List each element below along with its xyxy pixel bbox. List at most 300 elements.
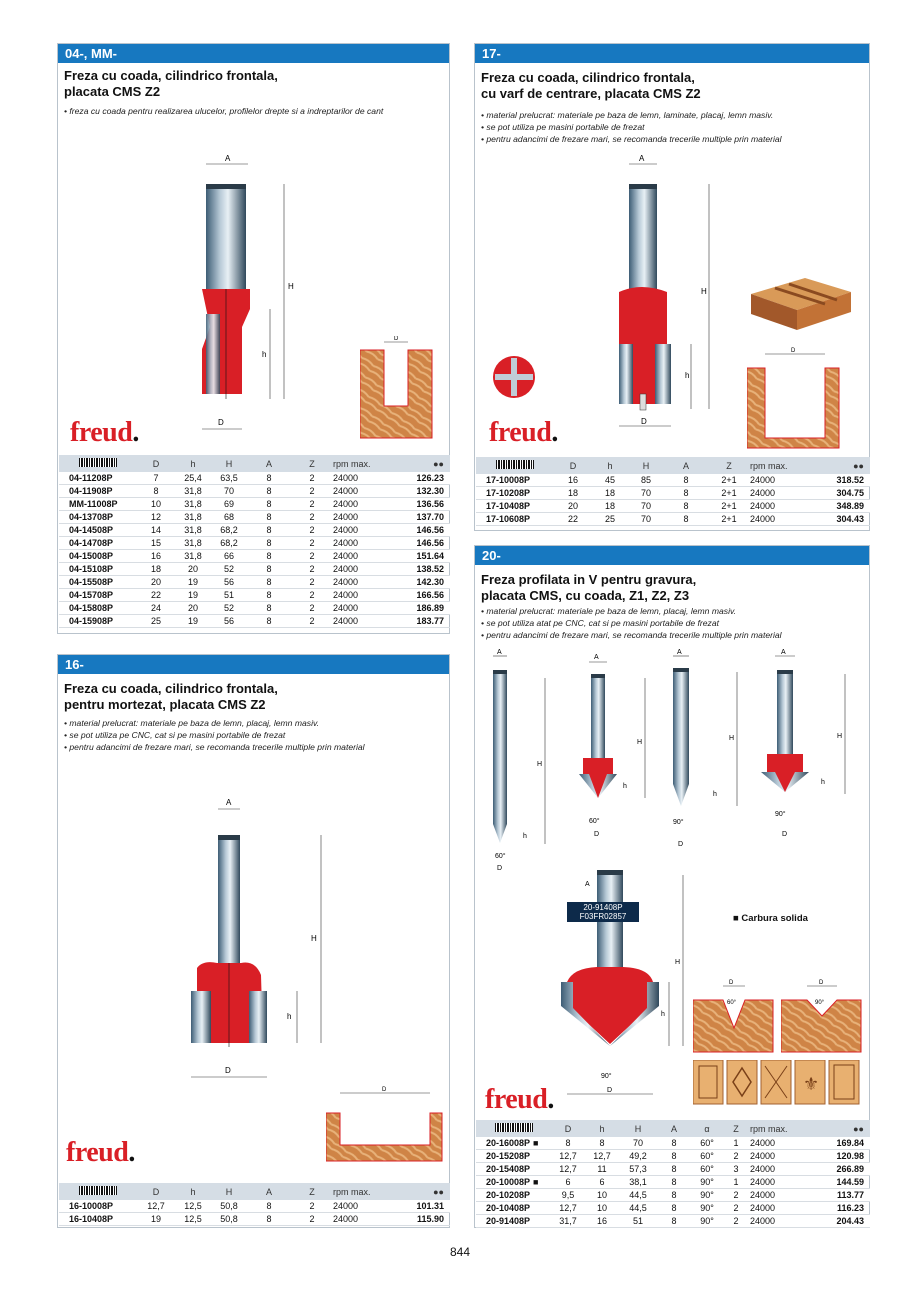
svg-text:H: H [729, 735, 735, 742]
cell-alpha: 60° [692, 1150, 722, 1163]
cell-Z: 2 [722, 1202, 750, 1215]
cell-rpm: 24000 [333, 1213, 383, 1226]
section-header: 20- [475, 546, 869, 565]
cell-rpm: 24000 [750, 1189, 802, 1202]
section-16 [57, 654, 450, 1228]
freud-logo: freud. [489, 417, 558, 448]
dim-label: D [382, 1087, 387, 1093]
cell-A: 8 [656, 1202, 692, 1215]
cell-price: 137.70 [383, 511, 450, 524]
cell-price: 120.98 [802, 1150, 870, 1163]
table-row [59, 550, 450, 563]
v-bit-1 [493, 649, 545, 872]
table-header: D h H A Z rpm max. ●● [59, 455, 450, 472]
product-code: 20-10208P [476, 1189, 552, 1202]
cell-H: 49,2 [620, 1150, 656, 1163]
svg-text:A: A [594, 654, 599, 661]
cell-alpha: 90° [692, 1202, 722, 1215]
cell-price: 183.77 [383, 615, 450, 628]
cell-h: 20 [175, 563, 211, 576]
cell-H: 63,5 [211, 472, 247, 485]
product-label: 20-91408P F03FR02857 [567, 902, 639, 922]
cell-alpha: 60° [692, 1137, 722, 1150]
large-v-bit [553, 864, 693, 1104]
svg-text:D: D [678, 841, 684, 848]
cell-D: 24 [137, 602, 175, 615]
section-header: 16- [58, 655, 449, 674]
wood-sample [360, 336, 436, 440]
cell-D: 12,7 [552, 1163, 584, 1176]
wood-sample [326, 1083, 444, 1163]
table-row [476, 1137, 870, 1150]
section-title: Freza cu coada, cilindrico frontala, placata CMS Z2 [64, 68, 278, 99]
svg-text:H: H [675, 959, 681, 966]
cell-h: 31,8 [175, 485, 211, 498]
cell-H: 38,1 [620, 1176, 656, 1189]
cell-H: 66 [211, 550, 247, 563]
cell-price: 304.43 [800, 513, 870, 526]
table-row [476, 513, 870, 526]
cell-A: 8 [247, 589, 291, 602]
svg-text:A: A [677, 649, 682, 656]
freud-logo: freud. [66, 1137, 135, 1168]
price-coins-icon: ●● [433, 1186, 444, 1197]
cell-Z: 2 [291, 1200, 333, 1213]
cell-price: 113.77 [802, 1189, 870, 1202]
section-title: Freza cu coada, cilindrico frontala, cu varf de centrare, placata CMS Z2 [481, 70, 701, 101]
svg-text:H: H [537, 761, 543, 768]
v-bit-4 [761, 649, 845, 838]
bit-drawing [188, 149, 298, 439]
cell-price: 186.89 [383, 602, 450, 615]
svg-text:D: D [729, 980, 734, 986]
page-number: 844 [449, 1245, 471, 1259]
wood-block-image [745, 274, 855, 334]
cell-h: 8 [584, 1137, 620, 1150]
cell-Z: 2 [291, 537, 333, 550]
svg-text:h: h [623, 783, 627, 790]
cell-D: 8 [552, 1137, 584, 1150]
product-code: 17-10008P [476, 474, 554, 487]
cell-h: 45 [592, 474, 628, 487]
cell-rpm: 24000 [333, 537, 383, 550]
table-row [476, 1150, 870, 1163]
cell-Z: 2 [291, 576, 333, 589]
cell-H: 70 [628, 487, 664, 500]
cell-D: 16 [554, 474, 592, 487]
cell-price: 348.89 [800, 500, 870, 513]
svg-text:h: h [661, 1011, 665, 1018]
cell-D: 22 [554, 513, 592, 526]
product-table [59, 455, 450, 628]
product-code: 04-15008P [59, 550, 137, 563]
bullet-list: • freza cu coada pentru realizarea ulucelor, profilelor drepte si a indreptarilor de cant [64, 106, 384, 116]
section-20 [474, 545, 870, 1228]
cell-Z: 2 [291, 511, 333, 524]
dim-label: h [287, 1012, 292, 1021]
table-header: D h H A Z rpm max. ●● [476, 457, 870, 474]
cell-h: 16 [584, 1215, 620, 1228]
cell-A: 8 [656, 1215, 692, 1228]
cell-D: 12,7 [552, 1150, 584, 1163]
bullet-list: • material prelucrat: materiale pe baza de lemn, placaj, lemn masiv. • se pot utiliza pe CNC, cat si pe masini portabile de frezat • pentru adancimi de frezare mari, se recomanda trecerile multiple prin material [64, 718, 365, 752]
cell-Z: 2 [291, 472, 333, 485]
cell-D: 16 [137, 550, 175, 563]
cell-Z: 1 [722, 1176, 750, 1189]
cell-price: 304.75 [800, 487, 870, 500]
cell-D: 8 [137, 485, 175, 498]
cell-A: 8 [247, 563, 291, 576]
svg-text:A: A [781, 649, 786, 656]
cell-H: 68,2 [211, 524, 247, 537]
cell-H: 70 [620, 1137, 656, 1150]
engraving-samples [693, 1060, 863, 1106]
product-code: 17-10208P [476, 487, 554, 500]
cell-price: 166.56 [383, 589, 450, 602]
table-row [476, 487, 870, 500]
cell-h: 31,8 [175, 550, 211, 563]
cell-price: 138.52 [383, 563, 450, 576]
cell-rpm: 24000 [333, 1200, 383, 1213]
product-code: 04-15108P [59, 563, 137, 576]
cell-D: 25 [137, 615, 175, 628]
cell-rpm: 24000 [750, 1215, 802, 1228]
cell-h: 25,4 [175, 472, 211, 485]
cell-h: 10 [584, 1189, 620, 1202]
cell-D: 7 [137, 472, 175, 485]
cell-h: 31,8 [175, 498, 211, 511]
barcode-icon [495, 1123, 533, 1132]
cell-rpm: 24000 [333, 511, 383, 524]
cell-h: 31,8 [175, 537, 211, 550]
table-row [59, 511, 450, 524]
cell-price: 132.30 [383, 485, 450, 498]
wood-sample-90 [781, 978, 863, 1054]
product-code: 04-11908P [59, 485, 137, 498]
cell-A: 8 [247, 537, 291, 550]
price-coins-icon: ●● [853, 460, 864, 471]
cell-h: 11 [584, 1163, 620, 1176]
cell-rpm: 24000 [333, 550, 383, 563]
cell-alpha: 60° [692, 1163, 722, 1176]
cell-H: 56 [211, 576, 247, 589]
cell-A: 8 [247, 472, 291, 485]
dim-label: D [641, 417, 647, 426]
svg-text:D: D [594, 831, 600, 838]
product-code: 04-13708P [59, 511, 137, 524]
carbide-marker: ■ [533, 1138, 539, 1148]
product-code: 20-91408P [476, 1215, 552, 1228]
v-bit-2 [579, 654, 645, 838]
cell-rpm: 24000 [750, 474, 800, 487]
cell-Z: 2+1 [708, 500, 750, 513]
svg-text:h: h [821, 779, 825, 786]
cell-H: 44,5 [620, 1189, 656, 1202]
cell-D: 18 [554, 487, 592, 500]
cell-price: 136.56 [383, 498, 450, 511]
v-bit-3 [673, 649, 737, 848]
section-title: Freza profilata in V pentru gravura, placata CMS, cu coada, Z1, Z2, Z3 [481, 572, 697, 603]
wood-sample-60 [693, 978, 775, 1054]
cell-H: 50,8 [211, 1213, 247, 1226]
product-code: 20-10008P ■ [476, 1176, 552, 1189]
svg-text:D: D [497, 865, 503, 872]
svg-text:A: A [585, 881, 590, 888]
cell-D: 31,7 [552, 1215, 584, 1228]
cell-alpha: 90° [692, 1215, 722, 1228]
table-row [59, 537, 450, 550]
freud-logo: freud. [70, 417, 139, 448]
cell-rpm: 24000 [750, 487, 800, 500]
table-row [476, 474, 870, 487]
cell-price: 151.64 [383, 550, 450, 563]
svg-text:90°: 90° [601, 1073, 612, 1080]
table-row [59, 472, 450, 485]
cell-A: 8 [247, 602, 291, 615]
cell-rpm: 24000 [750, 513, 800, 526]
product-code: 20-15208P [476, 1150, 552, 1163]
cell-alpha: 90° [692, 1189, 722, 1202]
cell-price: 142.30 [383, 576, 450, 589]
barcode-icon [496, 460, 534, 469]
cell-Z: 2 [291, 498, 333, 511]
table-row [476, 1189, 870, 1202]
cell-D: 12,7 [137, 1200, 175, 1213]
cell-A: 8 [247, 498, 291, 511]
cell-Z: 2+1 [708, 513, 750, 526]
cell-A: 8 [247, 550, 291, 563]
section-header: 17- [475, 44, 869, 63]
cell-H: 51 [620, 1215, 656, 1228]
cell-Z: 2 [291, 485, 333, 498]
cell-A: 8 [664, 500, 708, 513]
cell-Z: 2+1 [708, 474, 750, 487]
cell-price: 318.52 [800, 474, 870, 487]
cell-price: 126.23 [383, 472, 450, 485]
section-04 [57, 43, 450, 634]
price-coins-icon: ●● [433, 458, 444, 469]
cell-rpm: 24000 [750, 1137, 802, 1150]
cell-h: 12,5 [175, 1213, 211, 1226]
svg-text:90°: 90° [673, 819, 684, 826]
cell-D: 18 [137, 563, 175, 576]
svg-text:D: D [819, 980, 824, 986]
dim-label: D [218, 418, 224, 427]
product-code: 17-10608P [476, 513, 554, 526]
dim-label: A [639, 154, 645, 163]
cell-A: 8 [664, 474, 708, 487]
cell-rpm: 24000 [333, 485, 383, 498]
cell-price: 115.90 [383, 1213, 450, 1226]
dim-label: D [225, 1066, 231, 1075]
dim-label: H [288, 282, 294, 291]
cell-D: 15 [137, 537, 175, 550]
cell-rpm: 24000 [333, 589, 383, 602]
svg-text:⚜: ⚜ [803, 1074, 820, 1094]
cell-alpha: 90° [692, 1176, 722, 1189]
dim-label: A [226, 798, 232, 807]
product-code: MM-11008P [59, 498, 137, 511]
carbide-marker: ■ [533, 1177, 539, 1187]
table-row [59, 602, 450, 615]
cell-Z: 2+1 [708, 487, 750, 500]
product-code: 20-16008P ■ [476, 1137, 552, 1150]
cell-Z: 2 [291, 615, 333, 628]
table-row [59, 589, 450, 602]
cell-rpm: 24000 [333, 563, 383, 576]
cell-h: 10 [584, 1202, 620, 1215]
cell-H: 70 [211, 485, 247, 498]
cell-h: 25 [592, 513, 628, 526]
freud-logo: freud. [485, 1084, 554, 1115]
cell-price: 146.56 [383, 524, 450, 537]
table-row [59, 524, 450, 537]
product-table [476, 457, 870, 526]
product-code: 04-11208P [59, 472, 137, 485]
table-header: D h H A Z rpm max. ●● [59, 1183, 450, 1200]
product-code: 04-15508P [59, 576, 137, 589]
cell-rpm: 24000 [333, 472, 383, 485]
product-table [476, 1120, 870, 1228]
table-row [476, 1202, 870, 1215]
cell-rpm: 24000 [333, 602, 383, 615]
wood-sample [747, 344, 843, 450]
cell-h: 20 [175, 602, 211, 615]
product-code: 04-15708P [59, 589, 137, 602]
dim-label: A [225, 154, 231, 163]
cell-price: 266.89 [802, 1163, 870, 1176]
cell-rpm: 24000 [750, 1176, 802, 1189]
cell-A: 8 [247, 615, 291, 628]
cell-Z: 2 [291, 602, 333, 615]
section-17 [474, 43, 870, 531]
cell-Z: 1 [722, 1137, 750, 1150]
cell-price: 101.31 [383, 1200, 450, 1213]
table-row [59, 1200, 450, 1213]
dim-label: D [791, 348, 796, 354]
cell-A: 8 [664, 487, 708, 500]
cell-D: 20 [554, 500, 592, 513]
dim-label: D [394, 336, 399, 342]
cell-D: 9,5 [552, 1189, 584, 1202]
bit-drawing [183, 795, 333, 1085]
table-row [59, 576, 450, 589]
cell-D: 12,7 [552, 1202, 584, 1215]
legend-solid-carbide: ■ Carbura solida [733, 913, 808, 924]
table-row [476, 1176, 870, 1189]
cell-D: 12 [137, 511, 175, 524]
cell-h: 19 [175, 576, 211, 589]
cell-A: 8 [656, 1150, 692, 1163]
cell-D: 20 [137, 576, 175, 589]
svg-text:h: h [523, 833, 527, 840]
product-code: 17-10408P [476, 500, 554, 513]
cell-D: 10 [137, 498, 175, 511]
table-row [59, 1213, 450, 1226]
product-code: 04-15808P [59, 602, 137, 615]
bullet-list: • material prelucrat: materiale pe baza de lemn, placaj, lemn masiv. • se pot utiliza atat pe CNC, cat si pe masini portabile de frezat • pentru adancimi de frezare mari, se recomanda trecerile multiple prin material [481, 606, 782, 640]
table-row [59, 485, 450, 498]
cell-H: 68,2 [211, 537, 247, 550]
product-table [59, 1183, 450, 1226]
svg-text:A: A [497, 649, 502, 656]
table-row [59, 498, 450, 511]
cell-price: 144.59 [802, 1176, 870, 1189]
table-row [476, 1163, 870, 1176]
cell-rpm: 24000 [333, 498, 383, 511]
cell-Z: 2 [291, 550, 333, 563]
cell-H: 52 [211, 602, 247, 615]
barcode-icon [79, 1186, 117, 1195]
svg-text:90°: 90° [775, 811, 786, 818]
section-title: Freza cu coada, cilindrico frontala, pentru mortezat, placata CMS Z2 [64, 681, 278, 712]
cell-price: 146.56 [383, 537, 450, 550]
dim-label: H [311, 934, 317, 943]
section-header: 04-, MM- [58, 44, 449, 63]
cell-Z: 2 [722, 1215, 750, 1228]
cell-A: 8 [247, 1213, 291, 1226]
cell-h: 18 [592, 500, 628, 513]
barcode-icon [79, 458, 117, 467]
cell-price: 204.43 [802, 1215, 870, 1228]
svg-text:h: h [713, 791, 717, 798]
cell-Z: 3 [722, 1163, 750, 1176]
product-code: 16-10408P [59, 1213, 137, 1226]
cell-A: 8 [656, 1137, 692, 1150]
cell-price: 169.84 [802, 1137, 870, 1150]
svg-text:D: D [607, 1087, 613, 1094]
bit-drawing [605, 154, 725, 434]
cell-rpm: 24000 [750, 500, 800, 513]
cell-A: 8 [656, 1163, 692, 1176]
cell-h: 31,8 [175, 524, 211, 537]
product-code: 20-15408P [476, 1163, 552, 1176]
product-code: 16-10008P [59, 1200, 137, 1213]
dim-label: H [701, 287, 707, 296]
product-code: 04-14508P [59, 524, 137, 537]
cell-h: 6 [584, 1176, 620, 1189]
cell-Z: 2 [291, 1213, 333, 1226]
cell-Z: 2 [722, 1189, 750, 1202]
cell-D: 14 [137, 524, 175, 537]
price-coins-icon: ●● [853, 1123, 864, 1134]
cell-h: 18 [592, 487, 628, 500]
dim-label: h [262, 350, 267, 359]
cell-price: 116.23 [802, 1202, 870, 1215]
svg-text:D: D [782, 831, 788, 838]
cell-H: 70 [628, 500, 664, 513]
cell-A: 8 [656, 1189, 692, 1202]
cell-A: 8 [247, 511, 291, 524]
product-code: 04-15908P [59, 615, 137, 628]
cell-H: 44,5 [620, 1202, 656, 1215]
cell-A: 8 [247, 576, 291, 589]
cell-H: 57,3 [620, 1163, 656, 1176]
cell-h: 12,7 [584, 1150, 620, 1163]
svg-text:H: H [637, 739, 643, 746]
cell-D: 6 [552, 1176, 584, 1189]
svg-text:60°: 60° [495, 853, 506, 860]
cell-H: 68 [211, 511, 247, 524]
cell-h: 19 [175, 615, 211, 628]
top-view-icon [491, 354, 537, 400]
cell-A: 8 [664, 513, 708, 526]
bullet-list: • material prelucrat: materiale pe baza de lemn, laminate, placaj, lemn masiv. • se pot utiliza pe masini portabile de frezat • pentru adancimi de frezare mari, se recomanda trecerile multiple prin material [481, 110, 782, 144]
cell-H: 69 [211, 498, 247, 511]
table-header: D h H A α Z rpm max. ●● [476, 1120, 870, 1137]
table-row [476, 500, 870, 513]
cell-H: 51 [211, 589, 247, 602]
